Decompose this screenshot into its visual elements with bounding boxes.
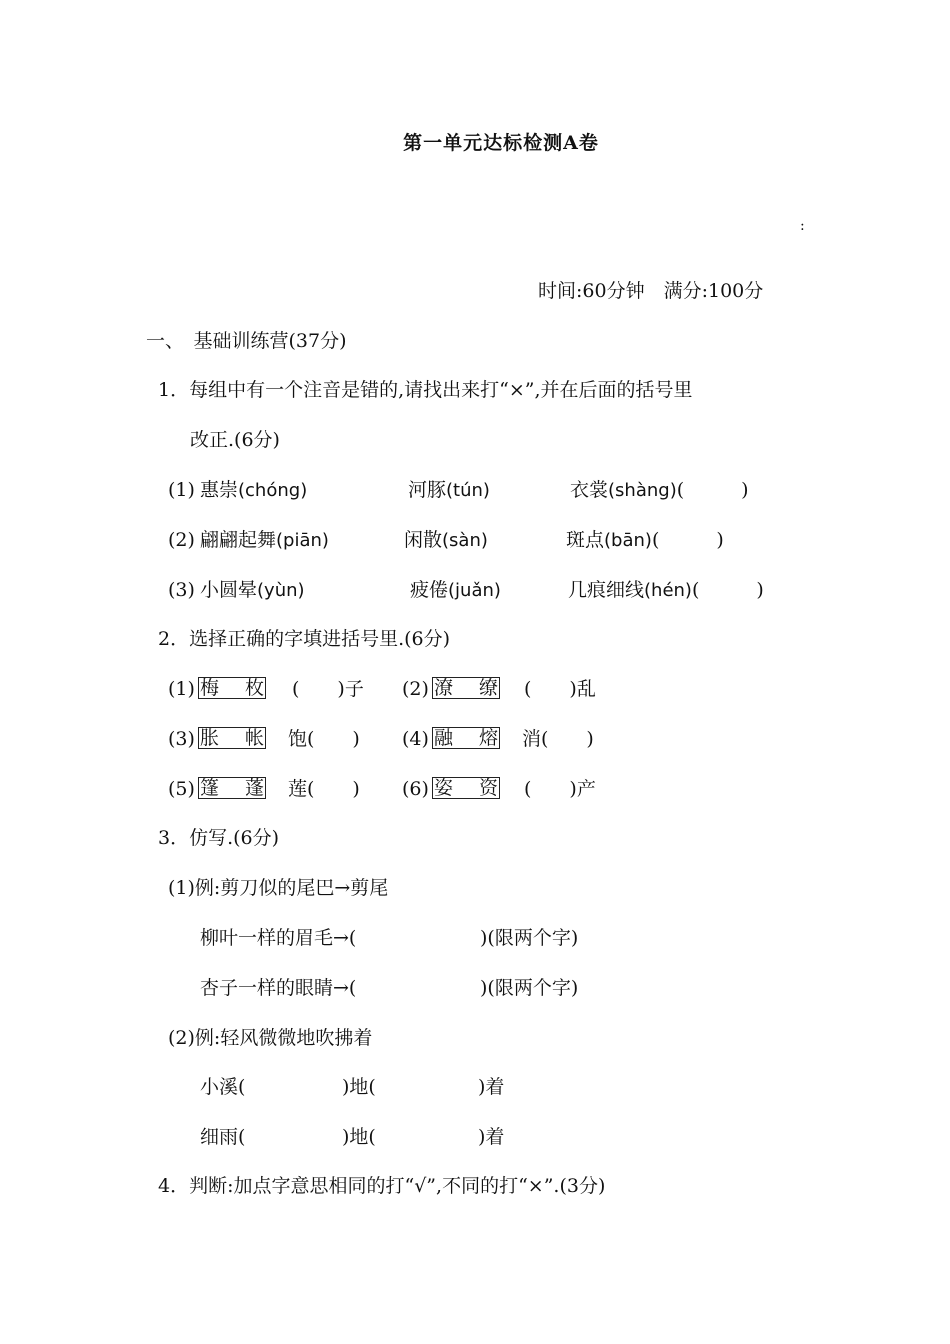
q3-stem: 3．仿写.(6分) <box>158 827 280 849</box>
answer-blank-close[interactable]: )(限两个字) <box>480 977 579 999</box>
answer-blank[interactable]: ( ) <box>651 529 724 551</box>
q1-row-number: (3) <box>168 579 195 601</box>
answer-blank-close[interactable]: )(限两个字) <box>480 927 579 949</box>
choice-box: 融 熔 <box>434 727 499 749</box>
q1-item: 斑点(bān)( ) <box>566 529 724 551</box>
answer-blank[interactable]: )地( <box>342 1126 376 1148</box>
q2-item-number: (6) <box>402 778 429 800</box>
answer-blank[interactable]: ( )子 <box>292 678 364 700</box>
q2-item-number: (4) <box>402 728 429 750</box>
q4-stem: 4．判断:加点字意思相同的打“√”,不同的打“×”.(3分) <box>158 1175 606 1197</box>
q1-item: 翩翩起舞(piān) <box>200 529 329 551</box>
choice-box: 篷 蓬 <box>200 777 265 799</box>
q1-item: 几痕细线(hén)( ) <box>568 579 764 601</box>
choice-box: 姿 资 <box>434 777 499 799</box>
q1-item: 惠崇(chóng) <box>200 479 308 501</box>
answer-blank[interactable]: 消( ) <box>522 728 594 750</box>
answer-blank[interactable]: )着 <box>478 1126 505 1148</box>
name-colon: : <box>800 218 805 234</box>
q2-item-number: (3) <box>168 728 195 750</box>
q1-item: 疲倦(juǎn) <box>410 579 501 601</box>
q3-example-2: (2)例:轻风微微地吹拂着 <box>168 1027 373 1049</box>
q3-prompt: 小溪( <box>200 1076 246 1098</box>
q2-item-number: (2) <box>402 678 429 700</box>
q1-stem-line2: 改正.(6分) <box>190 429 280 451</box>
answer-blank[interactable]: ( )乱 <box>524 678 596 700</box>
q1-item: 小圆晕(yùn) <box>200 579 305 601</box>
q2-stem: 2．选择正确的字填进括号里.(6分) <box>158 628 451 650</box>
answer-blank[interactable]: )着 <box>478 1076 505 1098</box>
q1-row-number: (2) <box>168 529 195 551</box>
section-one-title: 一、 基础训练营(37分) <box>146 330 347 352</box>
choice-box: 胀 帐 <box>200 727 265 749</box>
q1-item: 闲散(sàn) <box>404 529 488 551</box>
answer-blank[interactable]: ( ) <box>691 579 764 601</box>
answer-blank[interactable]: 饱( ) <box>288 728 360 750</box>
answer-blank[interactable]: ( )产 <box>524 778 596 800</box>
q1-row-number: (1) <box>168 479 195 501</box>
q1-item: 衣裳(shàng)( ) <box>570 479 749 501</box>
answer-blank[interactable]: )地( <box>342 1076 376 1098</box>
choice-box: 梅 枚 <box>200 677 265 699</box>
q3-example-1: (1)例:剪刀似的尾巴→剪尾 <box>168 877 389 899</box>
q1-stem-line1: 1．每组中有一个注音是错的,请找出来打“×”,并在后面的括号里 <box>158 379 693 401</box>
exam-title: 第一单元达标检测A卷 <box>403 132 599 154</box>
q3-prompt: 杏子一样的眼睛→( <box>200 977 357 999</box>
q3-prompt: 细雨( <box>200 1126 246 1148</box>
time-info: 时间:60分钟 满分:100分 <box>538 280 764 302</box>
q2-item-number: (1) <box>168 678 195 700</box>
q1-item: 河豚(tún) <box>408 479 490 501</box>
q3-prompt: 柳叶一样的眉毛→( <box>200 927 357 949</box>
choice-box: 潦 缭 <box>434 677 499 699</box>
answer-blank[interactable]: ( ) <box>676 479 749 501</box>
q2-item-number: (5) <box>168 778 195 800</box>
answer-blank[interactable]: 莲( ) <box>288 778 360 800</box>
